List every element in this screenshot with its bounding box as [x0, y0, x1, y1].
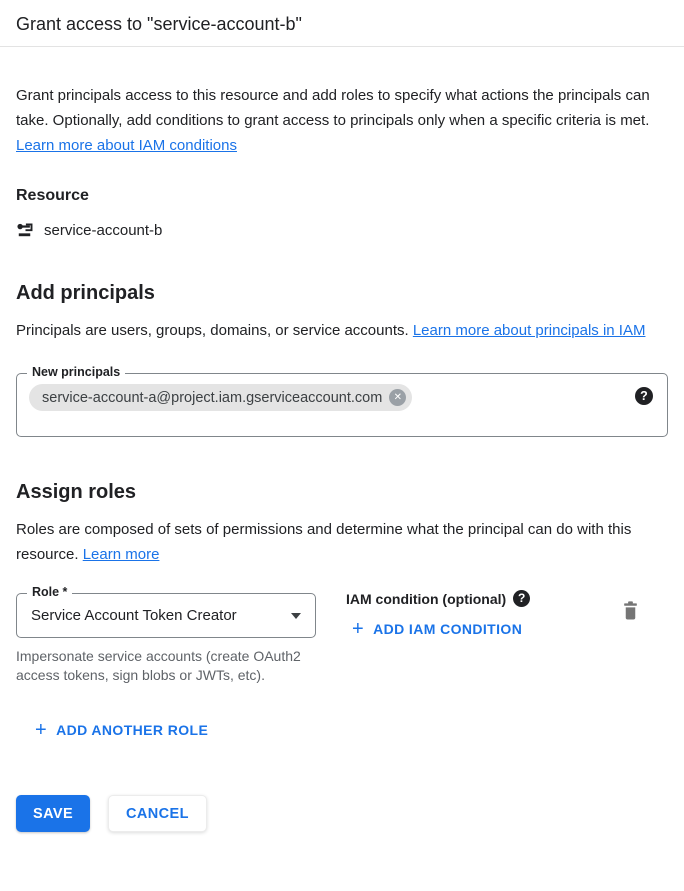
add-principals-description	[16, 318, 666, 343]
dialog-title: Grant access to "service-account-b"	[16, 14, 302, 34]
add-principals-text: Principals are users, groups, domains, or service accounts.	[16, 322, 413, 339]
assign-roles-text: Roles are composed of sets of permissions and determine what the principal can do with this resource.	[16, 521, 632, 563]
resource-heading: Resource	[16, 187, 89, 204]
role-column	[16, 585, 316, 685]
delete-role-column	[621, 593, 640, 624]
remove-principal-icon[interactable]: ✕	[389, 389, 406, 406]
dialog-header	[0, 0, 684, 47]
role-row	[16, 585, 668, 685]
role-helper-text: Impersonate service accounts (create OAuth2 access tokens, sign blobs or JWTs, etc).	[16, 648, 301, 683]
iam-conditions-link[interactable]: Learn more about IAM conditions	[16, 137, 237, 154]
role-select-value: Service Account Token Creator	[31, 607, 237, 624]
iam-condition-column	[346, 590, 530, 640]
add-iam-condition-label: ADD IAM CONDITION	[373, 621, 523, 637]
iam-condition-help-icon[interactable]: ?	[513, 590, 530, 607]
cancel-button[interactable]: CANCEL	[108, 795, 207, 832]
trash-icon	[621, 609, 640, 624]
resource-item	[16, 221, 668, 240]
service-account-icon	[16, 221, 35, 240]
dialog-body	[0, 83, 684, 832]
new-principals-field[interactable]	[16, 365, 668, 437]
principals-help-icon[interactable]: ?	[635, 387, 653, 405]
save-button[interactable]: SAVE	[16, 795, 90, 832]
resource-name: service-account-b	[44, 222, 163, 239]
roles-learn-more-link[interactable]: Learn more	[82, 546, 160, 563]
intro-paragraph	[16, 83, 666, 158]
delete-role-button[interactable]	[621, 600, 640, 624]
plus-icon: +	[35, 719, 48, 741]
plus-icon: +	[352, 618, 365, 640]
add-principals-heading: Add principals	[16, 282, 155, 304]
intro-text: Grant principals access to this resource and add roles to specify what actions the principals can take. Optionally, add conditions to grant access to principals only when a specific criteria is met.	[16, 87, 650, 129]
add-another-role-label: ADD ANOTHER ROLE	[56, 722, 209, 738]
add-iam-condition-button[interactable]	[352, 620, 522, 638]
dialog-actions	[16, 795, 668, 832]
add-another-role-button[interactable]	[35, 721, 208, 739]
new-principals-label: New principals	[27, 365, 125, 380]
assign-roles-description	[16, 517, 666, 567]
role-select[interactable]	[16, 585, 316, 638]
role-select-label: Role *	[27, 585, 72, 600]
iam-condition-label-row	[346, 590, 530, 607]
iam-condition-label: IAM condition (optional)	[346, 590, 507, 607]
principals-learn-more-link[interactable]: Learn more about principals in IAM	[412, 322, 646, 339]
assign-roles-heading: Assign roles	[16, 481, 137, 503]
chevron-down-icon	[291, 613, 301, 619]
principal-chip-text: service-account-a@project.iam.gserviceaccount.com	[42, 389, 383, 406]
principal-chip	[29, 384, 412, 411]
